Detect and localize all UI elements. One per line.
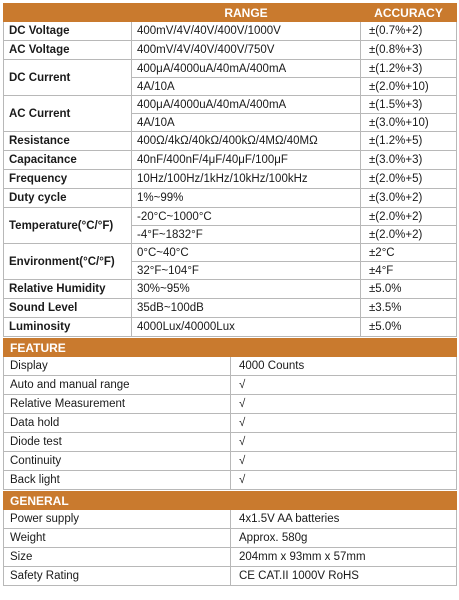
spec-range: 0°C~40°C	[132, 244, 361, 262]
spec-range: 400mV/4V/40V/400V/750V	[132, 41, 361, 60]
feature-row	[4, 433, 457, 452]
spec-name: DC Voltage	[4, 22, 132, 41]
feature-row-label: Display	[4, 357, 231, 376]
spec-row	[4, 244, 457, 262]
feature-row-label: Relative Measurement	[4, 395, 231, 414]
header-accuracy: ACCURACY	[361, 4, 457, 22]
spec-accuracy: ±5.0%	[361, 280, 457, 299]
spec-row	[4, 318, 457, 337]
spec-range: -4°F~1832°F	[132, 226, 361, 244]
general-row-label: Weight	[4, 529, 231, 548]
feature-row-label: Auto and manual range	[4, 376, 231, 395]
spec-row	[4, 96, 457, 114]
general-row-label: Safety Rating	[4, 567, 231, 586]
spec-row	[4, 299, 457, 318]
feature-row-label: Back light	[4, 471, 231, 490]
feature-row-label: Data hold	[4, 414, 231, 433]
spec-name: Capacitance	[4, 151, 132, 170]
spec-range: 1%~99%	[132, 189, 361, 208]
spec-range: 10Hz/100Hz/1kHz/10kHz/100kHz	[132, 170, 361, 189]
spec-name: Resistance	[4, 132, 132, 151]
spec-accuracy: ±(2.0%+2)	[361, 208, 457, 226]
spec-row	[4, 170, 457, 189]
spec-accuracy: ±(1.2%+3)	[361, 60, 457, 78]
general-row-value: CE CAT.II 1000V RoHS	[231, 567, 457, 586]
feature-row-value: √	[231, 395, 457, 414]
header-range: RANGE	[132, 4, 361, 22]
feature-row	[4, 452, 457, 471]
spec-name: Luminosity	[4, 318, 132, 337]
feature-row-value: 4000 Counts	[231, 357, 457, 376]
spec-range: 40nF/400nF/4μF/40μF/100μF	[132, 151, 361, 170]
spec-range: 4000Lux/40000Lux	[132, 318, 361, 337]
general-row-value: 4x1.5V AA batteries	[231, 510, 457, 529]
spec-name: Relative Humidity	[4, 280, 132, 299]
general-table	[3, 491, 457, 586]
spec-row	[4, 132, 457, 151]
spec-row	[4, 208, 457, 226]
spec-name: AC Voltage	[4, 41, 132, 60]
feature-row	[4, 395, 457, 414]
general-body	[4, 510, 457, 586]
spec-accuracy: ±(2.0%+10)	[361, 78, 457, 96]
spec-row	[4, 189, 457, 208]
general-row	[4, 567, 457, 586]
spec-name: AC Current	[4, 96, 132, 132]
spec-range: 35dB~100dB	[132, 299, 361, 318]
general-row	[4, 510, 457, 529]
spec-name: Duty cycle	[4, 189, 132, 208]
spec-range: 400μA/4000uA/40mA/400mA	[132, 96, 361, 114]
feature-body	[4, 357, 457, 490]
spec-accuracy: ±2°C	[361, 244, 457, 262]
general-row	[4, 548, 457, 567]
spec-accuracy: ±(1.5%+3)	[361, 96, 457, 114]
spec-accuracy: ±(2.0%+2)	[361, 226, 457, 244]
spec-accuracy: ±(0.8%+3)	[361, 41, 457, 60]
spec-row	[4, 280, 457, 299]
feature-row	[4, 471, 457, 490]
spec-name: Environment(°C/°F)	[4, 244, 132, 280]
feature-row-value: √	[231, 471, 457, 490]
general-row	[4, 529, 457, 548]
spec-accuracy: ±(0.7%+2)	[361, 22, 457, 41]
spec-range: 32°F~104°F	[132, 262, 361, 280]
general-row-label: Power supply	[4, 510, 231, 529]
spec-range: 400Ω/4kΩ/40kΩ/400kΩ/4MΩ/40MΩ	[132, 132, 361, 151]
feature-row-value: √	[231, 452, 457, 471]
spec-accuracy: ±(3.0%+3)	[361, 151, 457, 170]
spec-body	[4, 22, 457, 337]
feature-row-label: Continuity	[4, 452, 231, 471]
spec-range: 400mV/4V/40V/400V/1000V	[132, 22, 361, 41]
spec-row	[4, 41, 457, 60]
header-blank-cell	[4, 4, 132, 22]
spec-accuracy: ±4°F	[361, 262, 457, 280]
spec-header-row	[4, 4, 457, 22]
spec-sheet	[3, 3, 456, 586]
spec-range: 4A/10A	[132, 78, 361, 96]
spec-name: Sound Level	[4, 299, 132, 318]
spec-range: 30%~95%	[132, 280, 361, 299]
feature-section-title: FEATURE	[4, 339, 457, 357]
spec-name: Frequency	[4, 170, 132, 189]
general-row-value: 204mm x 93mm x 57mm	[231, 548, 457, 567]
feature-row	[4, 414, 457, 433]
spec-row	[4, 151, 457, 170]
feature-table	[3, 338, 457, 490]
spec-accuracy: ±(3.0%+10)	[361, 114, 457, 132]
spec-range: 400μA/4000uA/40mA/400mA	[132, 60, 361, 78]
spec-range: -20°C~1000°C	[132, 208, 361, 226]
feature-row-value: √	[231, 433, 457, 452]
general-section-title: GENERAL	[4, 492, 457, 510]
feature-row	[4, 376, 457, 395]
spec-accuracy: ±(1.2%+5)	[361, 132, 457, 151]
feature-row	[4, 357, 457, 376]
spec-name: Temperature(°C/°F)	[4, 208, 132, 244]
spec-name: DC Current	[4, 60, 132, 96]
spec-row	[4, 22, 457, 41]
spec-accuracy: ±(2.0%+5)	[361, 170, 457, 189]
feature-row-value: √	[231, 414, 457, 433]
general-row-label: Size	[4, 548, 231, 567]
spec-accuracy: ±3.5%	[361, 299, 457, 318]
spec-range: 4A/10A	[132, 114, 361, 132]
general-row-value: Approx. 580g	[231, 529, 457, 548]
spec-accuracy: ±(3.0%+2)	[361, 189, 457, 208]
feature-row-label: Diode test	[4, 433, 231, 452]
spec-accuracy: ±5.0%	[361, 318, 457, 337]
spec-table	[3, 3, 457, 337]
feature-row-value: √	[231, 376, 457, 395]
spec-row	[4, 60, 457, 78]
